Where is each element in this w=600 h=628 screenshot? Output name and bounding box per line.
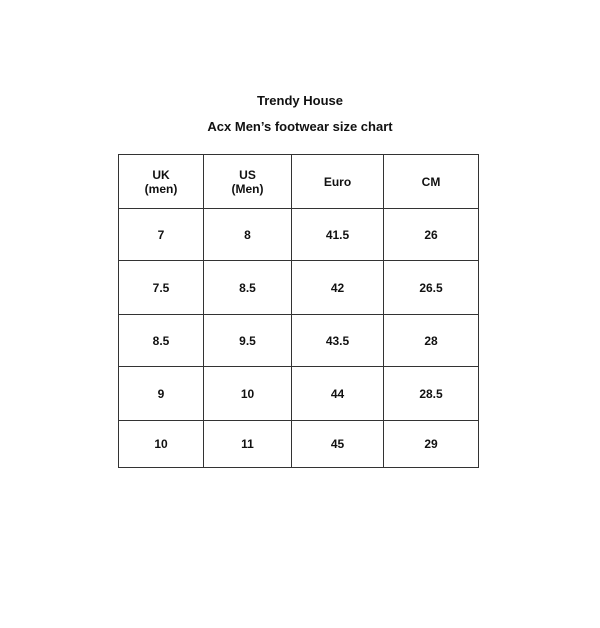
- header-cell-euro: Euro: [292, 155, 384, 209]
- table-cell: 7.5: [119, 261, 204, 315]
- table-row: [119, 367, 479, 421]
- size-chart-table: [118, 154, 479, 468]
- table-cell: 11: [204, 421, 292, 468]
- table-cell: 43.5: [292, 315, 384, 367]
- table-cell: 10: [119, 421, 204, 468]
- table-cell: 28.5: [384, 367, 479, 421]
- table-cell: 28: [384, 315, 479, 367]
- table-cell: 45: [292, 421, 384, 468]
- table-row: [119, 421, 479, 468]
- table-row: [119, 209, 479, 261]
- table-cell: 26: [384, 209, 479, 261]
- table-cell: 8.5: [204, 261, 292, 315]
- table-cell: 10: [204, 367, 292, 421]
- table-cell: 29: [384, 421, 479, 468]
- table-cell: 8.5: [119, 315, 204, 367]
- table-header-row: [119, 155, 479, 209]
- table-cell: 8: [204, 209, 292, 261]
- table-row: [119, 261, 479, 315]
- brand-name: Trendy House: [257, 93, 343, 108]
- table-cell: 26.5: [384, 261, 479, 315]
- table-cell: 7: [119, 209, 204, 261]
- header-cell-uk: UK (men): [119, 155, 204, 209]
- header-cell-us: US (Men): [204, 155, 292, 209]
- table-row: [119, 315, 479, 367]
- table-cell: 44: [292, 367, 384, 421]
- chart-title: Acx Men’s footwear size chart: [207, 119, 393, 134]
- table-cell: 9: [119, 367, 204, 421]
- table-cell: 41.5: [292, 209, 384, 261]
- table-cell: 9.5: [204, 315, 292, 367]
- header-cell-cm: CM: [384, 155, 479, 209]
- table-cell: 42: [292, 261, 384, 315]
